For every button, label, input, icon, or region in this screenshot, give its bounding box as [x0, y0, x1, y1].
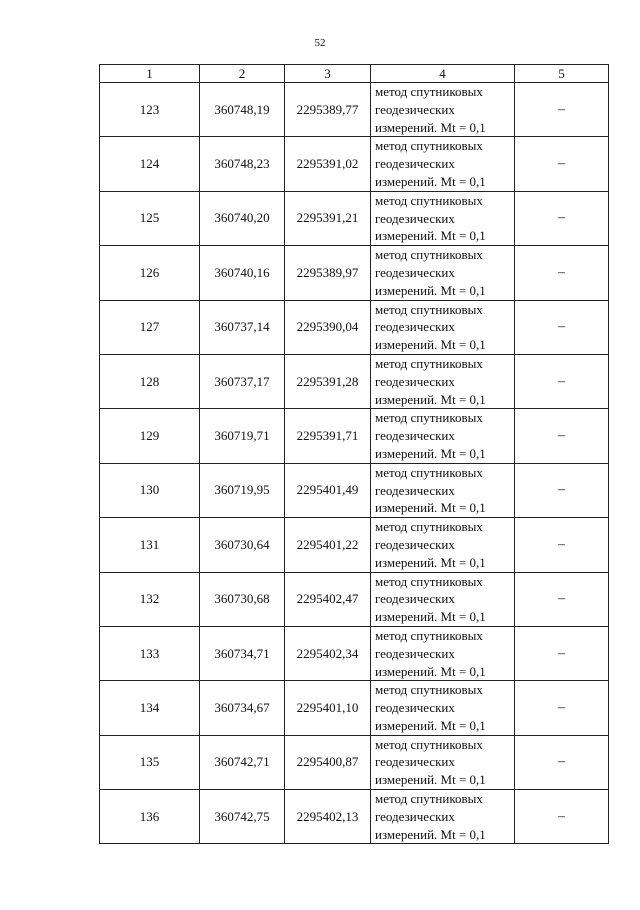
point-number-cell: 128	[100, 354, 200, 408]
method-cell: метод спутниковых геодезических измерений. Mt = 0,1	[371, 191, 515, 245]
point-number-cell: 135	[100, 735, 200, 789]
point-number-cell: 124	[100, 137, 200, 191]
coordinates-table	[99, 64, 609, 844]
point-number-cell: 134	[100, 681, 200, 735]
point-number-cell: 123	[100, 83, 200, 137]
point-number-cell: 136	[100, 790, 200, 844]
x-coordinate-cell: 360740,16	[200, 246, 285, 300]
table-row	[100, 137, 609, 191]
y-coordinate-cell: 2295391,71	[285, 409, 371, 463]
table-row	[100, 572, 609, 626]
x-coordinate-cell: 360740,20	[200, 191, 285, 245]
method-cell: метод спутниковых геодезических измерений. Mt = 0,1	[371, 463, 515, 517]
point-number-cell: 131	[100, 518, 200, 572]
table-row	[100, 354, 609, 408]
table-row	[100, 409, 609, 463]
table-header-row	[100, 65, 609, 83]
header-col-3: 3	[285, 65, 371, 83]
table-row	[100, 681, 609, 735]
x-coordinate-cell: 360737,14	[200, 300, 285, 354]
page-number: 52	[314, 37, 326, 49]
x-coordinate-cell: 360737,17	[200, 354, 285, 408]
y-coordinate-cell: 2295390,04	[285, 300, 371, 354]
y-coordinate-cell: 2295400,87	[285, 735, 371, 789]
y-coordinate-cell: 2295401,49	[285, 463, 371, 517]
table-row	[100, 246, 609, 300]
col5-cell: –	[515, 463, 609, 517]
col5-cell: –	[515, 246, 609, 300]
x-coordinate-cell: 360734,71	[200, 626, 285, 680]
point-number-cell: 126	[100, 246, 200, 300]
point-number-cell: 125	[100, 191, 200, 245]
x-coordinate-cell: 360719,71	[200, 409, 285, 463]
point-number-cell: 129	[100, 409, 200, 463]
point-number-cell: 132	[100, 572, 200, 626]
method-cell: метод спутниковых геодезических измерений. Mt = 0,1	[371, 735, 515, 789]
method-cell: метод спутниковых геодезических измерений. Mt = 0,1	[371, 790, 515, 844]
y-coordinate-cell: 2295391,02	[285, 137, 371, 191]
header-col-5: 5	[515, 65, 609, 83]
header-col-4: 4	[371, 65, 515, 83]
col5-cell: –	[515, 572, 609, 626]
x-coordinate-cell: 360748,19	[200, 83, 285, 137]
table-row	[100, 191, 609, 245]
y-coordinate-cell: 2295391,21	[285, 191, 371, 245]
x-coordinate-cell: 360748,23	[200, 137, 285, 191]
x-coordinate-cell: 360742,71	[200, 735, 285, 789]
method-cell: метод спутниковых геодезических измерений. Mt = 0,1	[371, 354, 515, 408]
method-cell: метод спутниковых геодезических измерений. Mt = 0,1	[371, 626, 515, 680]
y-coordinate-cell: 2295391,28	[285, 354, 371, 408]
col5-cell: –	[515, 354, 609, 408]
x-coordinate-cell: 360730,68	[200, 572, 285, 626]
y-coordinate-cell: 2295401,22	[285, 518, 371, 572]
method-cell: метод спутниковых геодезических измерений. Mt = 0,1	[371, 300, 515, 354]
y-coordinate-cell: 2295401,10	[285, 681, 371, 735]
point-number-cell: 133	[100, 626, 200, 680]
y-coordinate-cell: 2295389,77	[285, 83, 371, 137]
col5-cell: –	[515, 681, 609, 735]
method-cell: метод спутниковых геодезических измерений. Mt = 0,1	[371, 246, 515, 300]
table-row	[100, 83, 609, 137]
table-row	[100, 518, 609, 572]
table-row	[100, 463, 609, 517]
col5-cell: –	[515, 191, 609, 245]
header-col-2: 2	[200, 65, 285, 83]
col5-cell: –	[515, 83, 609, 137]
x-coordinate-cell: 360734,67	[200, 681, 285, 735]
col5-cell: –	[515, 790, 609, 844]
table-row	[100, 626, 609, 680]
col5-cell: –	[515, 137, 609, 191]
point-number-cell: 130	[100, 463, 200, 517]
method-cell: метод спутниковых геодезических измерений. Mt = 0,1	[371, 83, 515, 137]
col5-cell: –	[515, 300, 609, 354]
method-cell: метод спутниковых геодезических измерений. Mt = 0,1	[371, 681, 515, 735]
y-coordinate-cell: 2295402,47	[285, 572, 371, 626]
col5-cell: –	[515, 626, 609, 680]
x-coordinate-cell: 360730,64	[200, 518, 285, 572]
y-coordinate-cell: 2295402,34	[285, 626, 371, 680]
method-cell: метод спутниковых геодезических измерений. Mt = 0,1	[371, 572, 515, 626]
header-col-1: 1	[100, 65, 200, 83]
y-coordinate-cell: 2295402,13	[285, 790, 371, 844]
y-coordinate-cell: 2295389,97	[285, 246, 371, 300]
col5-cell: –	[515, 409, 609, 463]
method-cell: метод спутниковых геодезических измерений. Mt = 0,1	[371, 518, 515, 572]
method-cell: метод спутниковых геодезических измерений. Mt = 0,1	[371, 137, 515, 191]
x-coordinate-cell: 360719,95	[200, 463, 285, 517]
col5-cell: –	[515, 518, 609, 572]
table-row	[100, 790, 609, 844]
x-coordinate-cell: 360742,75	[200, 790, 285, 844]
table-row	[100, 735, 609, 789]
table-row	[100, 300, 609, 354]
method-cell: метод спутниковых геодезических измерений. Mt = 0,1	[371, 409, 515, 463]
col5-cell: –	[515, 735, 609, 789]
point-number-cell: 127	[100, 300, 200, 354]
